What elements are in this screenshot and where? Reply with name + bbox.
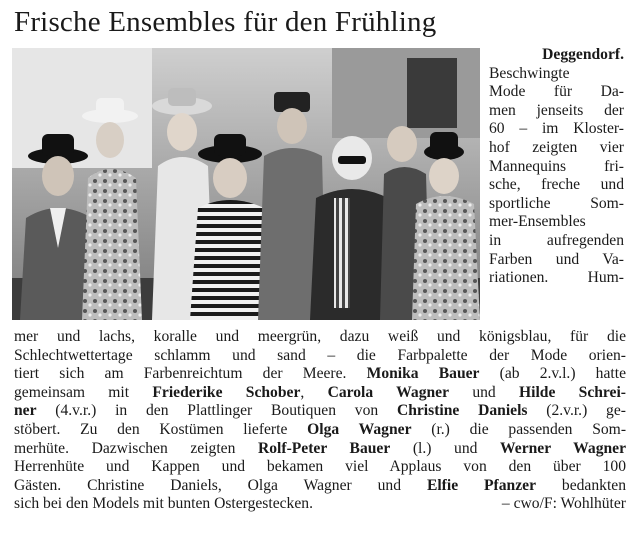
body-line xyxy=(14,440,626,459)
side-line: Mode für Da- xyxy=(489,83,624,101)
body-text-fragment: und xyxy=(472,383,496,401)
photo-credit: – cwo/F: Wohlhüter xyxy=(501,495,626,513)
body-text-fragment: stöbert. Zu den Kostümen lieferte xyxy=(14,420,288,438)
side-line: hof zeigten vier xyxy=(489,138,624,156)
article-body xyxy=(14,328,626,514)
body-text-fragment: gemeinsam mit xyxy=(14,383,130,401)
person-name: ner xyxy=(14,402,37,420)
dateline: Deggendorf. xyxy=(542,46,624,63)
body-text-fragment: (l.) und xyxy=(412,439,478,457)
person-name: Monika Bauer xyxy=(366,365,480,383)
side-line: men jenseits der xyxy=(489,101,624,119)
body-text-fragment: , xyxy=(300,383,305,401)
body-line xyxy=(14,402,626,421)
side-line: sche, freche und xyxy=(489,176,624,194)
photo-fashion-models-image xyxy=(12,48,480,320)
body-line xyxy=(14,495,626,514)
side-line: Farben und Va- xyxy=(489,250,624,268)
person-name: Werner Wagner xyxy=(500,439,626,457)
person-name: Rolf-Peter Bauer xyxy=(257,439,391,457)
person-name: Olga Wagner xyxy=(307,420,412,438)
body-text-fragment: tiert sich am Farbenreichtum der Meere. xyxy=(14,365,347,383)
body-text-fragment: merhüte. Dazwischen zeigten xyxy=(14,439,236,457)
side-line: Beschwingte xyxy=(489,64,570,82)
body-text-fragment: bedankten xyxy=(561,476,627,494)
body-text-fragment: (2.v.r.) ge- xyxy=(546,402,626,420)
side-line: in aufregenden xyxy=(489,231,624,249)
side-line: mer-Ensembles xyxy=(489,213,586,231)
body-text-fragment: (4.v.r.) in den Plattlinger Boutiquen von xyxy=(55,402,379,420)
body-line xyxy=(14,421,626,440)
body-text-fragment: sich bei den Models mit bunten Ostergestecken. xyxy=(14,495,313,513)
article-photo xyxy=(12,48,480,320)
body-line: Schlechtwettertage schlamm und sand – die Farbpalette der Mode orien- xyxy=(14,346,626,364)
body-text-fragment: (r.) die passenden Som- xyxy=(431,420,627,438)
person-name: Carola Wagner xyxy=(327,383,450,401)
side-column-text xyxy=(489,46,624,288)
side-line: riationen. Hum- xyxy=(489,269,624,287)
side-line: Mannequins fri- xyxy=(489,157,624,175)
person-name: Elfie Pfanzer xyxy=(426,476,536,494)
body-line xyxy=(14,477,626,496)
person-name: Christine Daniels xyxy=(396,402,528,420)
side-line: 60 – im Kloster- xyxy=(489,120,624,138)
person-name: Friederike Schober xyxy=(152,383,301,401)
body-line: mer und lachs, koralle und meergrün, dazu weiß und königsblau, für die xyxy=(14,328,626,345)
side-line: sportliche Som- xyxy=(489,194,624,212)
body-line: Herrenhüte und Kappen und bekamen viel Applaus von den über 100 xyxy=(14,458,626,476)
body-line xyxy=(14,365,626,384)
article-headline: Frische Ensembles für den Frühling xyxy=(14,6,437,38)
body-text-fragment: (ab 2.v.l.) hatte xyxy=(499,365,626,383)
body-text-fragment: Gästen. Christine Daniels, Olga Wagner und xyxy=(14,476,402,494)
body-line xyxy=(14,384,626,403)
person-name: Hilde Schrei- xyxy=(518,383,626,401)
